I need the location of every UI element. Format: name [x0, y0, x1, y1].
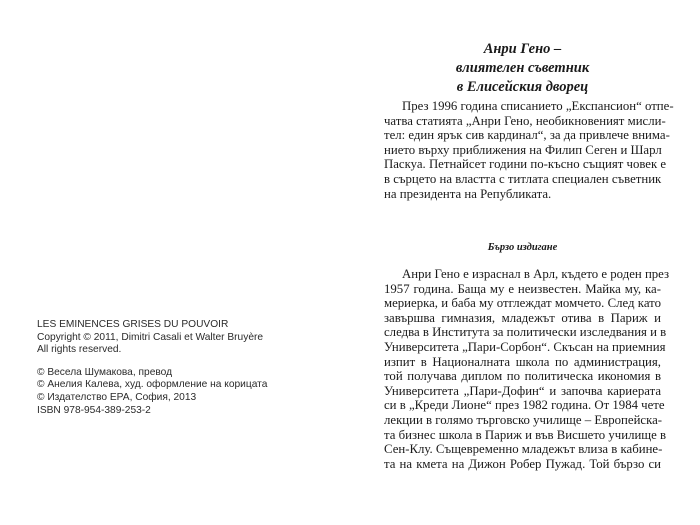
section-heading: Бързо издигане [487, 242, 558, 253]
text-line: Паскуа. Петнайсет години по-късно същият човек е [384, 157, 667, 172]
body-paragraph [384, 267, 670, 471]
text-line: в сърцето на властта с титлата специален съветник [384, 171, 662, 186]
text-line: Сен-Клу. Същевременно младежът влиза в кабине- [384, 442, 663, 457]
text-line: Анри Гено е израснал в Арл, където е роден през [402, 267, 670, 281]
text-line: следва в Института за политически изследвания и в [384, 325, 667, 340]
text-line: завършва гимназия, младежът отива в Париж и [384, 310, 661, 325]
text-line: чатва статията „Анри Гено, необикновеният мисли- [384, 113, 666, 128]
text-line: нието върху приближения на Филип Сеген и Шарл [384, 142, 662, 157]
credit-line: © Весела Шумакова, превод [37, 366, 173, 378]
text-line: Университета „Пари-Сорбон“. Скъсан на приемния [384, 339, 666, 354]
credit-line: © Анелия Калева, худ. оформление на корицата [37, 379, 268, 391]
text-line: той получава диплом по политическа икономия в [384, 369, 661, 384]
intro-paragraph [384, 99, 674, 201]
copyright-line: All rights reserved. [37, 344, 122, 356]
text-line: на президента на Републиката. [384, 186, 552, 201]
text-line: Университета „Пари-Дофин“ и започва кариерата [384, 383, 661, 398]
copyright-line: Copyright © 2011, Dimitri Casali et Walter Bruyère [37, 331, 264, 343]
text-line: си в „Креди Лионе“ през 1982 година. От 1984 чете [384, 398, 665, 413]
text-line: 1957 година. Баща му е неизвестен. Майка му, ка- [384, 281, 661, 296]
text-line: тел: един ярък сив кардинал“, за да привлече внима- [384, 128, 670, 143]
text-line: изпит в Националната школа по администрация, [384, 354, 661, 369]
copyright-block [37, 319, 337, 417]
chapter-title-line: в Елисейския дворец [456, 79, 589, 95]
text-line: През 1996 година списанието „Експансион“ отпе- [402, 99, 674, 113]
text-line: та бизнес школа в Париж и във Висшето училище в [384, 427, 667, 442]
isbn-line: ISBN 978-954-389-253-2 [37, 404, 151, 416]
text-line: мериерка, и баба му отглеждат момчето. След като [384, 296, 661, 311]
chapter-title-line: влиятелен съветник [455, 60, 590, 76]
credit-line: © Издателство ЕРА, София, 2013 [37, 391, 197, 403]
chapter-title-line: Анри Гено – [483, 41, 562, 57]
copyright-line: LES EMINENCES GRISES DU POUVOIR [37, 319, 229, 330]
chapter-title [384, 40, 661, 97]
text-line: лекции в голямо търговско училище – Европейска- [384, 412, 663, 427]
text-line: та на кмета на Дижон Робер Пужад. Той бързо си [384, 456, 661, 471]
